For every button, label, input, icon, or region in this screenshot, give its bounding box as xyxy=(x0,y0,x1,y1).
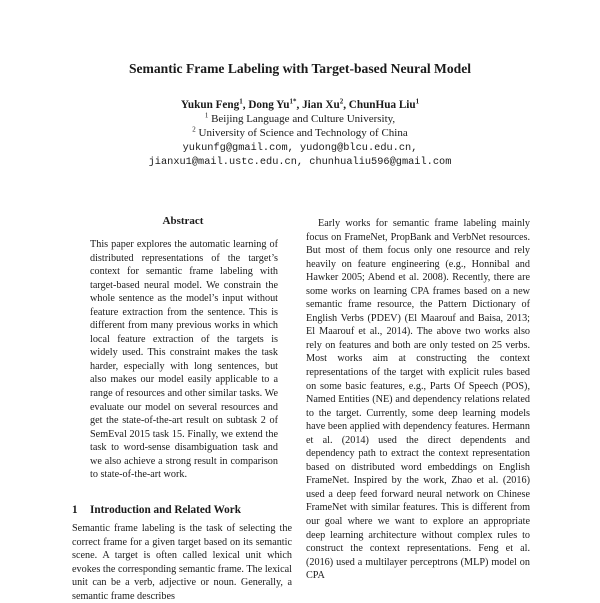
author-affiliation-mark: 2 xyxy=(339,97,344,106)
section-heading xyxy=(72,504,292,516)
abstract-body xyxy=(90,238,278,482)
introduction-body xyxy=(72,522,292,603)
email-line: yukunfg@gmail.com, yudong@blcu.edu.cn, xyxy=(182,142,418,154)
author-list: Yukun Feng$^1$, Dong $Yu^{1*}$, Jian Xu$^2$, ChunHua Liu$^1$ xyxy=(180,97,420,111)
affiliation xyxy=(0,127,600,140)
author-name: ChunHua Liu xyxy=(348,99,416,111)
author-affiliation-mark: 1* xyxy=(289,97,297,106)
body-paragraph: Early works for semantic frame labeling mainly focus on FrameNet, PropBank and VerbNet resources. But most of them focus only one resource and rely heavily on feature engineering (e.g., Honnibal and Hawker 2005; Abend et al. 2008). Recently, there are some works on learning CPA frames based on a new semantic frame resource, the Pattern Dictionary of English Verbs (PDEV) (El Maarouf and Baisa, 2013; El Maarouf et al., 2014). The above two works also rely on features and both are only tested on 25 verbs. Most works aim at constructing the context representations of the target with explicit rules based on some basic features, e.g., Parts Of Speech (POS), Named Entities (NE) and dependency relations related to the target. Currently, some deep learning models have been applied with dependency features. Hermann et al. (2014) used the direct dependents and dependency path to extract the context representation based on distributed word embeddings on English FrameNet. Inspired by the work, Zhao et al. (2016) used a deep feed forward neural network on Chinese FrameNet with similar features. This is different from our goal where we want to explore an appropriate deep learning architecture without complex rules to construct the context representations. Feng et al. (2016) used a multilayer perceptrons (MLP) model on CPA xyxy=(306,218,530,582)
email-line: jianxu1@mail.ustc.edu.cn, chunhualiu596@gmail.com xyxy=(148,156,452,168)
paper-title: Semantic Frame Labeling with Target-based Neural Model xyxy=(128,61,472,76)
right-column-body xyxy=(306,217,530,583)
affiliation-mark: 1 xyxy=(204,111,209,120)
body-paragraph: Semantic frame labeling is the task of selecting the correct frame for a given target based on its semantic scene. A target is often called lexical unit which evokes the corresponding semantic frame. The lexical unit can be a verb, adjective or noun. Generally, a semantic frame describes xyxy=(72,523,292,602)
author-affiliation-mark: 1 xyxy=(239,97,243,106)
section-title: Introduction and Related Work xyxy=(90,504,241,516)
author-name: Dong Yu xyxy=(248,99,290,111)
affiliation-mark: 2 xyxy=(192,125,196,134)
author-name: Yukun Feng xyxy=(180,99,240,111)
section-number: 1 xyxy=(72,504,78,516)
author-name: Jian Xu xyxy=(302,99,340,111)
author-affiliation-mark: 1 xyxy=(415,97,420,106)
affiliation-text: Beijing Language and Culture University, xyxy=(211,113,396,125)
abstract-paragraph: This paper explores the automatic learning of distributed representations of the target’s context for semantic frame labeling with target-based neural model. We constrain the whole sentence as the model’s input without feature extraction from the sentence. This is different from many previous works in which local feature extraction of the targets is widely used. This constraint makes the task harder, especially with long sentences, but also makes our model easily applicable to a range of resources and other similar tasks. We evaluate our model on several resources and get the state-of-the-art result on subtask 2 of SemEval 2015 task 15. Finally, we extend the task to word-sense disambiguation task and we also achieve a strong result in comparison to state-of-the-art work. xyxy=(90,239,278,481)
abstract-heading: Abstract xyxy=(162,215,204,227)
affiliation-text: University of Science and Technology of China xyxy=(198,127,408,139)
affiliation xyxy=(0,113,600,126)
